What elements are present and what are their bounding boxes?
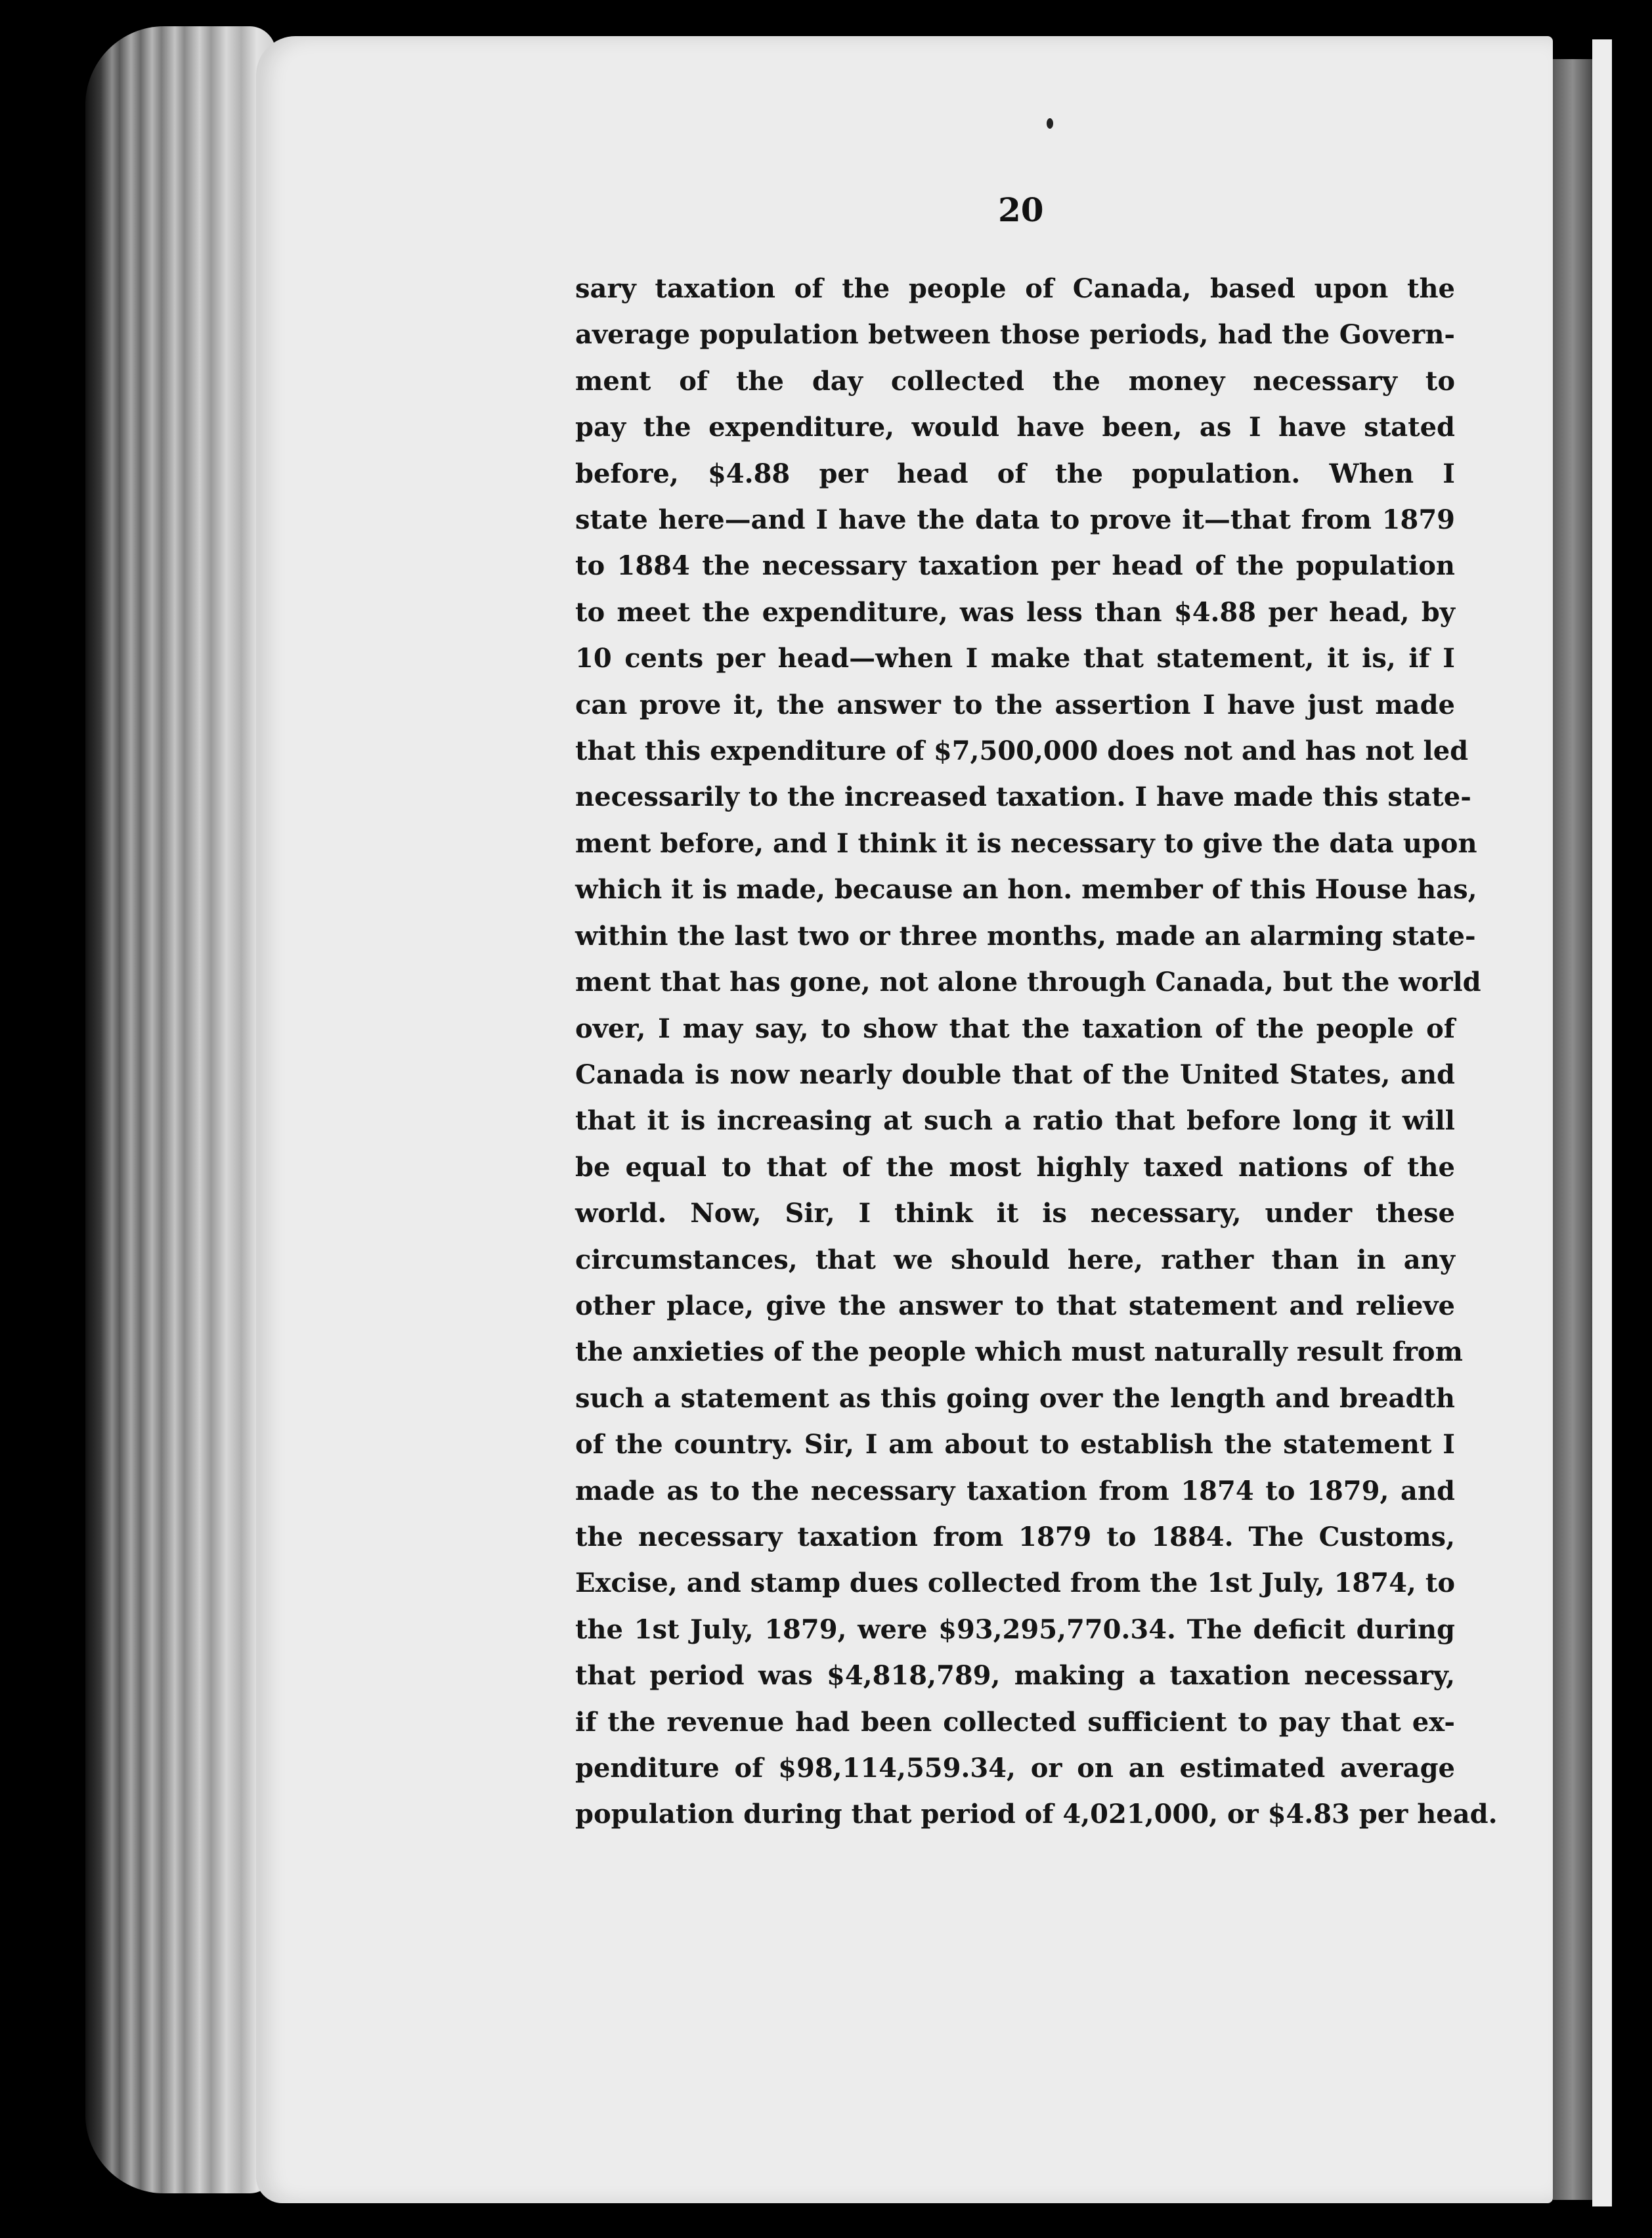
text-line: if the revenue had been collected sufficient to pay that ex- (575, 1706, 1455, 1738)
gutter-shadow (1553, 59, 1592, 2200)
text-line: average population between those periods, had the Govern- (575, 319, 1455, 351)
text-line: that this expenditure of $7,500,000 does not and has not led (575, 735, 1469, 767)
text-line: of the country. Sir, I am about to establish the statement I (575, 1429, 1455, 1460)
text-line: which it is made, because an hon. member of this House has, (575, 874, 1477, 906)
text-line: before, $4.88 per head of the population. When I (575, 458, 1455, 489)
text-line: 10 cents per head—when I make that statement, it is, if I (575, 643, 1455, 674)
text-line: world. Now, Sir, I think it is necessary, under these (575, 1198, 1455, 1229)
text-line: the 1st July, 1879, were $93,295,770.34. The deficit during (575, 1613, 1455, 1645)
text-line: state here—and I have the data to prove it—that from 1879 (575, 504, 1455, 536)
book-page-edges (85, 26, 276, 2193)
text-line: that period was $4,818,789, making a taxation necessary, (575, 1660, 1455, 1692)
text-line: the anxieties of the people which must naturally result from (575, 1336, 1463, 1368)
text-line: over, I may say, to show that the taxation of the people of (575, 1013, 1455, 1044)
text-line: Canada is now nearly double that of the United States, and (575, 1059, 1455, 1090)
text-line: such a statement as this going over the length and breadth (575, 1382, 1455, 1414)
text-line: Excise, and stamp dues collected from the 1st July, 1874, to (575, 1568, 1455, 1599)
page-number: 20 (998, 190, 1044, 229)
text-line: circumstances, that we should here, rather than in any (575, 1244, 1455, 1275)
text-line: to meet the expenditure, was less than $4.88 per head, by (575, 596, 1455, 628)
text-line: that it is increasing at such a ratio that before long it will (575, 1105, 1455, 1137)
text-line: sary taxation of the people of Canada, based upon the (575, 273, 1455, 304)
text-line: can prove it, the answer to the assertion I have just made (575, 689, 1455, 720)
body-text (575, 266, 1498, 1838)
text-line: pay the expenditure, would have been, as I have stated (575, 412, 1455, 443)
text-line: to 1884 the necessary taxation per head of the population (575, 550, 1455, 582)
text-line: necessarily to the increased taxation. I have made this state- (575, 781, 1471, 813)
text-line: penditure of $98,114,559.34, or on an estimated average (575, 1753, 1455, 1784)
text-line: the necessary taxation from 1879 to 1884. The Customs, (575, 1521, 1455, 1552)
text-line: made as to the necessary taxation from 1874 to 1879, and (575, 1475, 1455, 1506)
ink-mark (1047, 118, 1053, 129)
facing-page-edge (1592, 39, 1612, 2206)
text-line: ment before, and I think it is necessary to give the data upon (575, 827, 1477, 859)
text-line: population during that period of 4,021,000, or $4.83 per head. (575, 1799, 1498, 1830)
text-line: ment that has gone, not alone through Canada, but the world (575, 967, 1481, 998)
text-line: be equal to that of the most highly taxed nations of the (575, 1151, 1455, 1183)
text-line: ment of the day collected the money necessary to (575, 365, 1455, 397)
text-line: within the last two or three months, made an alarming state- (575, 920, 1476, 952)
text-line: other place, give the answer to that statement and relieve (575, 1290, 1455, 1321)
